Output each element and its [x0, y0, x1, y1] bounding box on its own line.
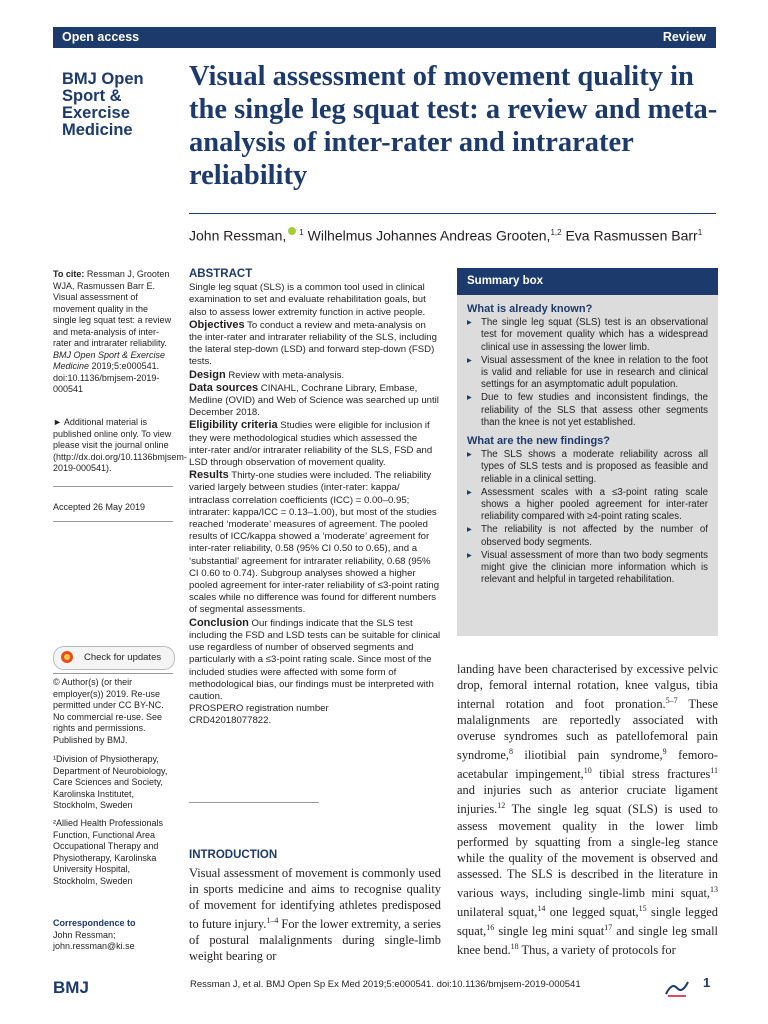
reference-link[interactable]: 9: [662, 747, 667, 757]
reference-link[interactable]: 13: [710, 884, 718, 894]
reference-link[interactable]: 15: [638, 903, 647, 913]
author-name[interactable]: John Ressman,: [189, 227, 287, 244]
reference-link[interactable]: 12: [497, 801, 506, 811]
list-item: ▸ Assessment scales with a ≤3-point rating scale shows a higher pooled agreement for inter-rater reliability compared with ≥4-point rating scales.: [457, 487, 718, 524]
copyright-note: © Author(s) (or their employer(s)) 2019. Re-use permitted under CC BY-NC. No commercial re-use. See rights and permissions. Published by BMJ.: [53, 677, 164, 745]
journal-name-line: Medicine: [62, 121, 133, 139]
introduction-heading: INTRODUCTION: [189, 849, 278, 861]
footer-citation: Ressman J, et al. BMJ Open Sp Ex Med 2019;5:e000541. doi:10.1136/bmjsem-2019-000541: [190, 979, 581, 990]
additional-material-note[interactable]: ► Additional material is published online only. To view please visit the journal online (http://dx.doi.org/10.1136bmjsem-2019-000541).: [53, 417, 187, 473]
reference-link[interactable]: 8: [508, 747, 513, 757]
accepted-date: Accepted 26 May 2019: [53, 502, 146, 512]
page-number: 1: [703, 975, 711, 990]
new-findings-heading: What are the new findings?: [467, 435, 611, 448]
summary-box: [457, 268, 718, 636]
affiliation-ref: 1: [697, 228, 703, 237]
reference-link[interactable]: 16: [486, 922, 495, 932]
abstract: ABSTRACT Single leg squat (SLS) is a common tool used in clinical examination to set and evaluate rehabilitation goals, but also to assess lower extremity function in active people. Objectives To conduct a review and meta-analysis on the inter-rater and intrarater reliability of the SLS, including the lateral step-down (LSD) and forward step-down (FSD) tests. Design Review with meta-analysis. Data sources CINAHL, Cochrane Library, Embase, Medline (OVID) and Web of Science was searched up until December 2018. Eligibility criteria Studies were eligible for inclusion if they were methodological studies which assessed the inter-rater and/or intrarater reliability of the SLS, FSD and LSD through observation of movement quality. Results Thirty-one studies were included. The reliability varied largely between studies (inter-rater: kappa/ intraclass correlation coefficients (ICC) = 0.00–0.95; intrarater: kappa/ICC = 0.13–1.00), but most of the studies reached ‘moderate’ measures of agreement. The pooled results of ICC/kappa showed a ‘moderate’ agreement for inter-rater reliability, 0.58 (95% CI 0.50 to 0.65), and a ‘substantial’ agreement for intrarater reliability, 0.68 (95% CI 0.60 to 0.74). Subgroup analyses showed a higher pooled agreement for inter-rater reliability of ≤3-point rating scales while no difference was found for different numbers of segmental assessments. Conclusion Our findings indicate that the SLS test including the FSD and LSD tests can be suitable for clinical use regardless of number of observed segments and particularly with a ≤3-point rating scale. Since most of the included studies were affected with some form of methodological bias, our findings must be interpreted with caution. PROSPERO registration number CRD42018077822.: [189, 268, 441, 727]
affiliation-2: ²Allied Health Professionals Function, Functional Area Occupational Therapy and Physiotherapy, Karolinska University Hospital, Stockholm, Sweden: [53, 818, 164, 886]
author-name[interactable]: Wilhelmus Johannes Andreas Grooten,: [303, 227, 551, 244]
reference-link[interactable]: 11: [710, 766, 718, 776]
article-title: Visual assessment of movement quality in the single leg squat test: a review and meta-analysis of inter-rater and intrarater reliability: [189, 61, 718, 191]
reference-link[interactable]: 17: [604, 922, 613, 932]
reference-link[interactable]: 5–7: [665, 696, 678, 705]
email-link[interactable]: john.ressman@ki.se: [53, 941, 135, 951]
abstract-heading: ABSTRACT: [189, 268, 253, 280]
author-name[interactable]: Eva Rasmussen Barr: [561, 227, 698, 244]
list-item: ▸ Visual assessment of the knee in relation to the foot is valid and reliable for use in research and clinical settings for an asymptomatic adult population.: [457, 355, 718, 392]
reference-link[interactable]: 14: [537, 903, 546, 913]
reference-link[interactable]: 18: [510, 941, 519, 951]
journal-name-line: Sport &: [62, 87, 122, 105]
sidebar-divider: [53, 673, 173, 674]
abstract-divider: [189, 802, 319, 803]
check-for-updates-button[interactable]: Check for updates: [53, 646, 175, 670]
crossmark-icon: [61, 651, 73, 663]
list-item: ▸ Due to few studies and inconsistent findings, the reliability of the SLS that assess other segments than the knee is not yet established.: [457, 392, 718, 429]
article-type-label: Review: [662, 30, 706, 44]
affiliation-ref: 1,2: [550, 228, 562, 237]
journal-name-line: Exercise: [62, 104, 130, 122]
summary-box-header: Summary box: [457, 268, 718, 295]
affiliation-ref: 1: [299, 228, 304, 237]
top-banner: [53, 27, 716, 48]
known-heading: What is already known?: [467, 303, 593, 315]
list-item: ▸ The single leg squat (SLS) test is an observational test for movement quality which has a widespread clinical use in assessing the lower limb.: [457, 317, 718, 354]
intro-left-column: Visual assessment of movement is commonly used in sports medicine and aims to recognise quality of movement for identifying athletes predisposed to future injury.$^{1-4}$ For the lower extremity, a series of postural malalignments during single-limb weight bearing or: [189, 866, 441, 964]
sidebar-divider: [53, 486, 173, 487]
journal-logo: [62, 71, 172, 139]
cite-label: To cite:: [53, 269, 85, 279]
orcid-icon[interactable]: [288, 227, 296, 235]
bmj-logo: BMJ: [53, 978, 89, 997]
author-list: [189, 227, 702, 244]
affiliation-1: ¹Division of Physiotherapy, Department of Neurobiology, Care Sciences and Society, Karolinska Institutet, Stockholm, Sweden: [53, 754, 168, 810]
list-item: ▸ The reliability is not affected by the number of observed body segments.: [457, 524, 718, 548]
sidebar-divider: [53, 521, 173, 522]
intro-right-column: landing have been characterised by excessive pelvic drop, femoral internal rotation, knee valgus, tibia internal rotation and foot pronation.$^{5-7}$ These malalignments are reportedly associated with overuse syndromes such as patellofemoral pain syndrome,$^8$ iliotibial pain syndrome,$^9$ femoro-acetabular impingement,$^{10}$ tibial stress fractures$^{11}$ and injuries such as anterior cruciate ligament injuries.$^{12}$ The single leg squat (SLS) is used to assess movement quality in the lower limb performed by squatting from a single-leg stance while the quality of the movement is observed and assessed. The SLS is described in the literature in various ways, including single-limb mini squat,$^{13}$ unilateral squat,$^{14}$ one legged squat,$^{15}$ single legged squat,$^{16}$ single leg mini squat$^{17}$ and single leg small knee bend.$^{18}$ Thus, a variety of protocols for: [457, 662, 718, 957]
reference-link[interactable]: 1–4: [266, 916, 279, 925]
correspondence: Correspondence to John Ressman; john.ressman@ki.se: [53, 918, 173, 953]
list-item: ▸ Visual assessment of more than two body segments might give the clinician more information which is relevant and helpful in targeted rehabilitation.: [457, 550, 718, 587]
citation-block: To cite: Ressman J, Grooten WJA, Rasmussen Barr E. Visual assessment of movement quality in the single leg squat test: a review and meta-analysis of inter-rater and intrarater reliability. BMJ Open Sport & Exercise Medicine 2019;5:e000541. doi:10.1136/bmjsem-2019-000541: [53, 269, 172, 394]
title-divider: [189, 213, 716, 214]
journal-name-line: BMJ Open: [62, 70, 144, 88]
reference-link[interactable]: 10: [583, 766, 592, 776]
list-item: ▸ The SLS shows a moderate reliability across all types of SLS tests and is proposed as feasible and reliable in a clinical setting.: [457, 449, 718, 486]
british-association-logo-icon: [664, 978, 690, 998]
open-access-label: Open access: [62, 30, 140, 44]
